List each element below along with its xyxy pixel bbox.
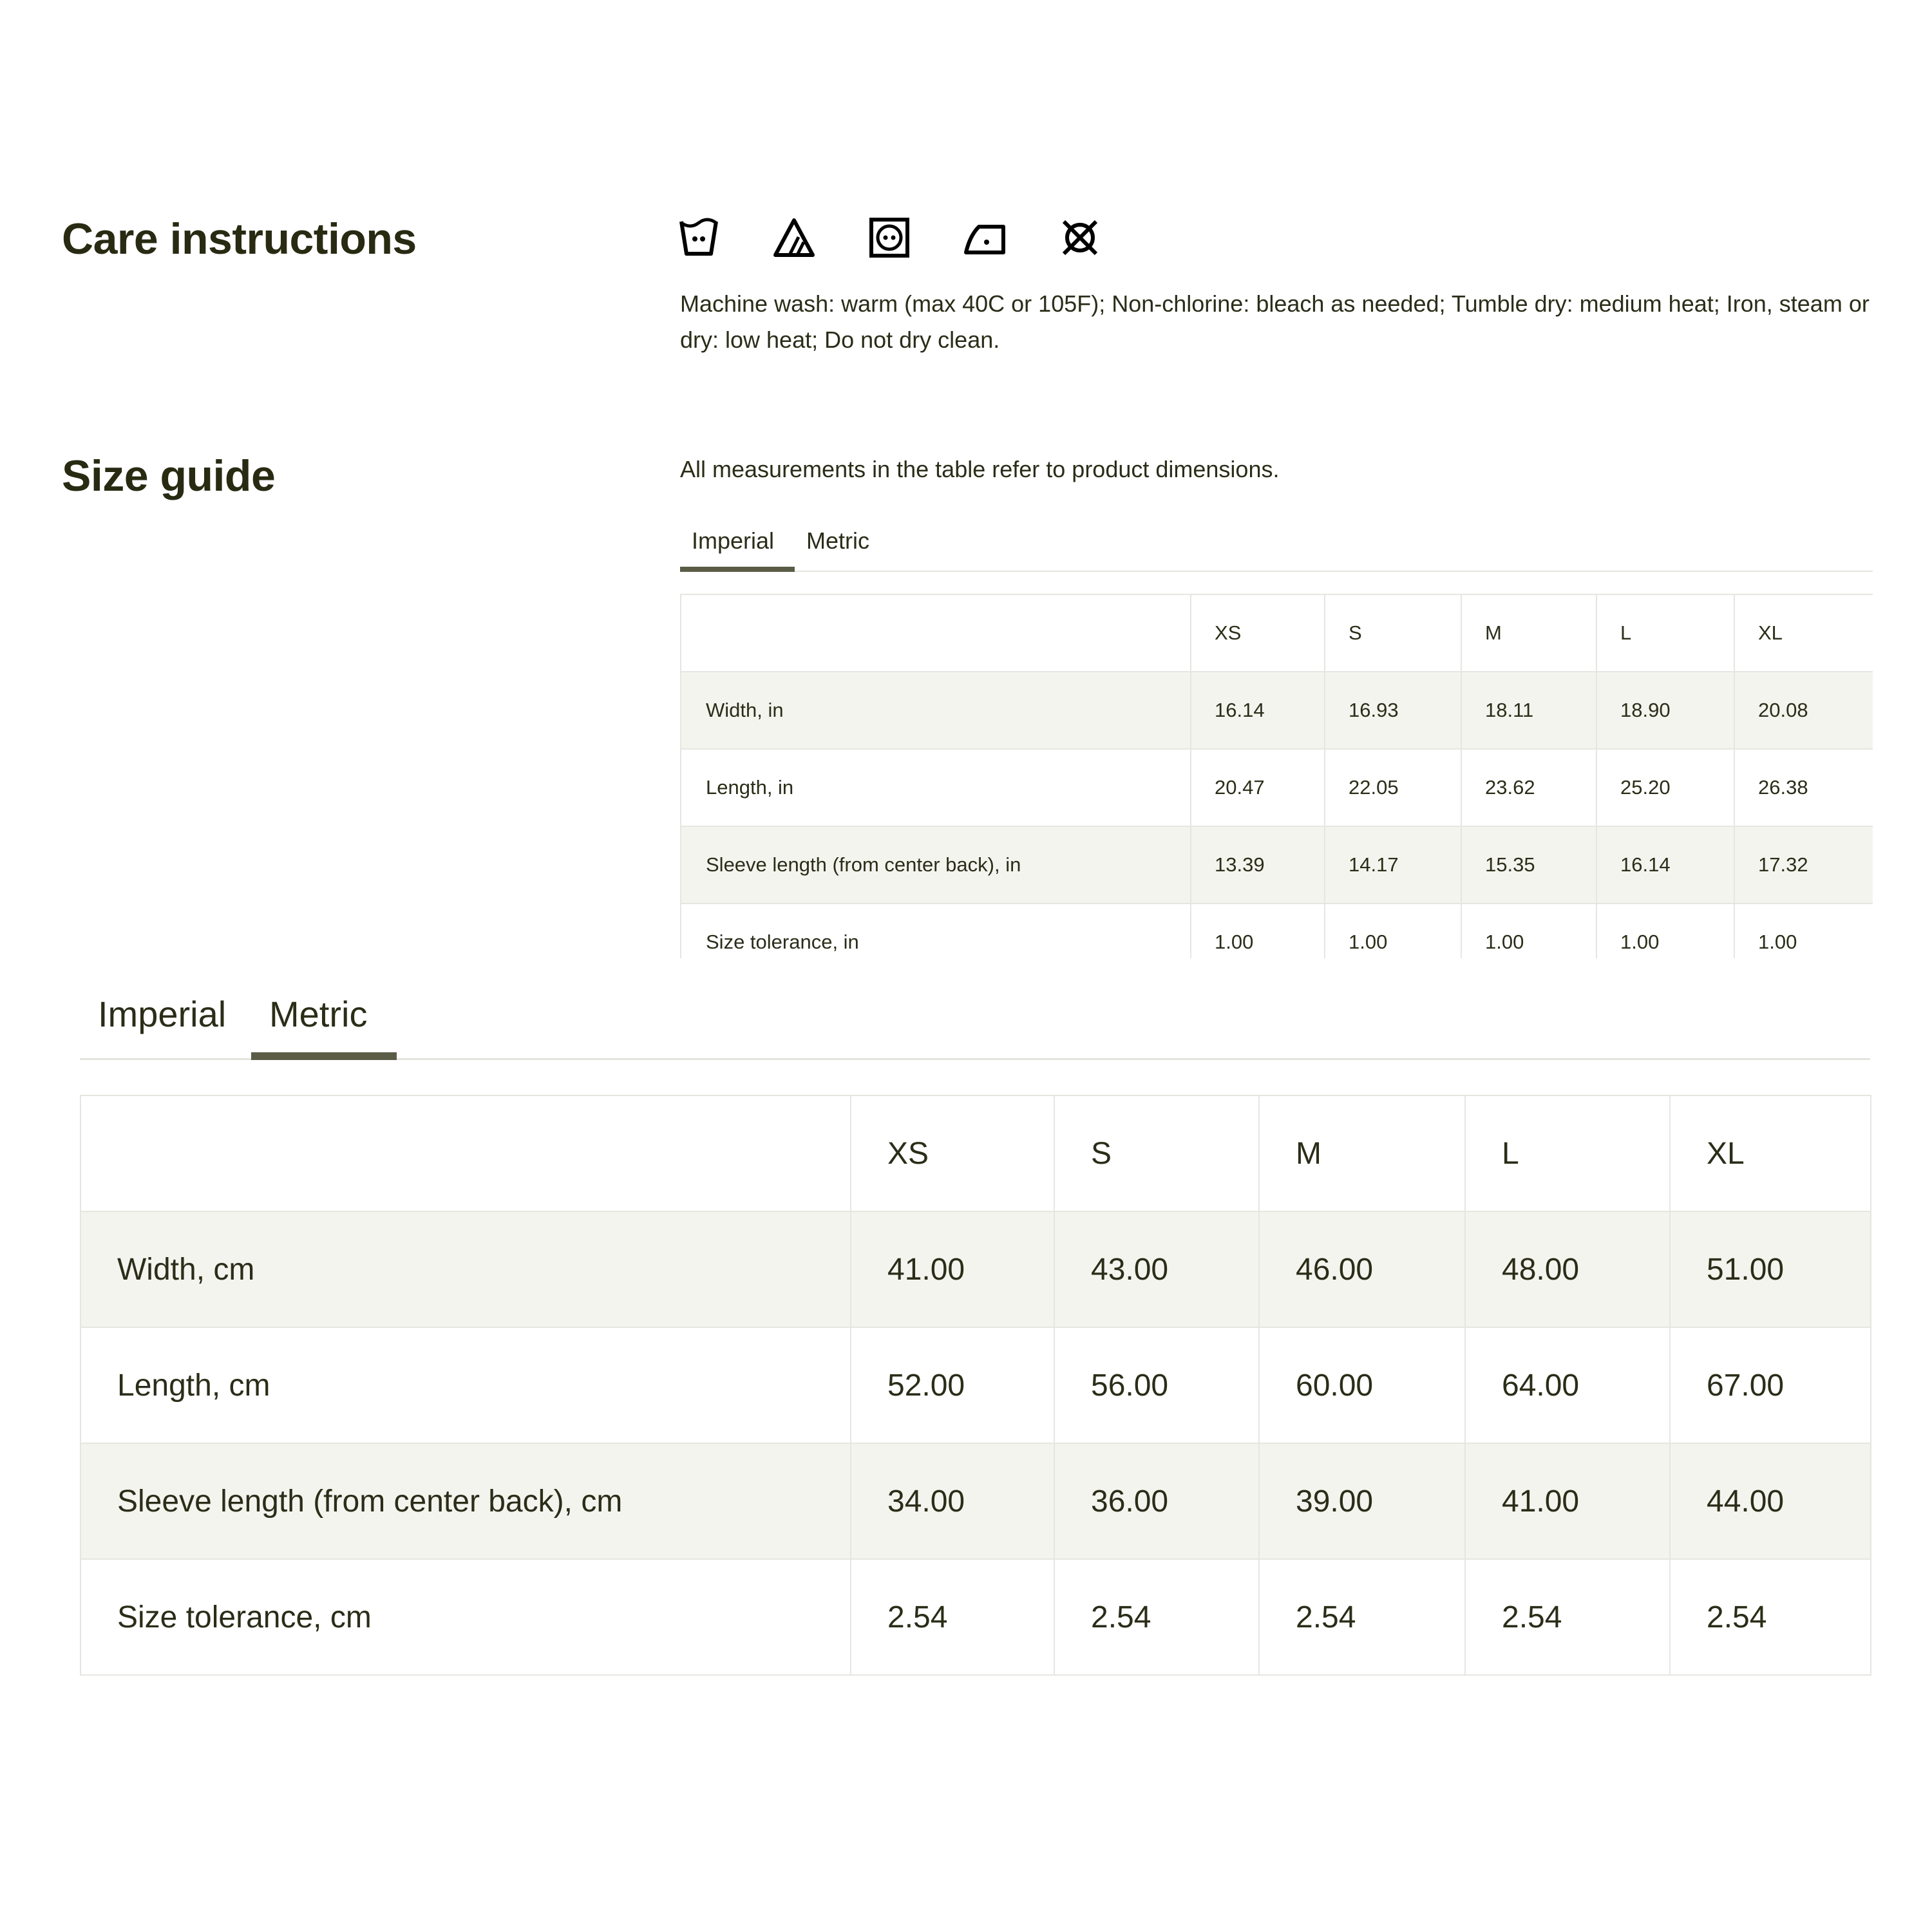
table-cell: 51.00	[1670, 1211, 1871, 1327]
iron-low-heat-icon	[963, 216, 1006, 259]
table-cell: 52.00	[851, 1327, 1054, 1443]
table-cell: 13.39	[1191, 826, 1325, 904]
table-row	[681, 826, 1873, 904]
tab-metric[interactable]: Metric	[806, 527, 869, 554]
table-cell: 64.00	[1465, 1327, 1670, 1443]
table-cell: 16.14	[1191, 672, 1325, 749]
care-instructions-title: Care instructions	[62, 214, 417, 263]
table-cell: 18.11	[1461, 672, 1596, 749]
table-cell: 25.20	[1596, 749, 1734, 826]
size-guide-title: Size guide	[62, 451, 276, 500]
table-row	[681, 904, 1873, 958]
row-label: Size tolerance, cm	[80, 1559, 851, 1675]
tab-metric-large[interactable]: Metric	[251, 985, 397, 1060]
imperial-size-table-container[interactable]	[680, 594, 1873, 958]
row-label: Sleeve length (from center back), in	[681, 826, 1191, 904]
table-row	[80, 1559, 1871, 1675]
machine-wash-warm-icon	[677, 216, 720, 259]
size-header: XL	[1734, 594, 1873, 672]
size-header: S	[1325, 594, 1461, 672]
table-row	[681, 749, 1873, 826]
size-header: M	[1259, 1095, 1465, 1211]
table-row	[80, 1211, 1871, 1327]
table-cell: 1.00	[1191, 904, 1325, 958]
table-cell: 20.47	[1191, 749, 1325, 826]
table-cell: 2.54	[851, 1559, 1054, 1675]
metric-size-table	[80, 1095, 1871, 1676]
table-cell: 20.08	[1734, 672, 1873, 749]
table-cell: 2.54	[1054, 1559, 1259, 1675]
table-cell: 67.00	[1670, 1327, 1871, 1443]
table-cell: 16.14	[1596, 826, 1734, 904]
table-cell: 2.54	[1259, 1559, 1465, 1675]
imperial-size-table	[680, 594, 1873, 958]
table-cell: 17.32	[1734, 826, 1873, 904]
table-cell: 48.00	[1465, 1211, 1670, 1327]
header-empty-cell	[80, 1095, 851, 1211]
table-cell: 1.00	[1325, 904, 1461, 958]
table-header-row	[681, 594, 1873, 672]
size-unit-tabs-small	[680, 523, 1873, 572]
row-label: Width, cm	[80, 1211, 851, 1327]
size-unit-tabs-large	[80, 985, 1870, 1060]
table-cell: 46.00	[1259, 1211, 1465, 1327]
table-row	[80, 1327, 1871, 1443]
size-header: L	[1465, 1095, 1670, 1211]
table-cell: 1.00	[1596, 904, 1734, 958]
tab-imperial-large[interactable]: Imperial	[98, 994, 227, 1034]
table-cell: 1.00	[1461, 904, 1596, 958]
table-cell: 2.54	[1670, 1559, 1871, 1675]
table-cell: 22.05	[1325, 749, 1461, 826]
row-label: Length, cm	[80, 1327, 851, 1443]
table-cell: 16.93	[1325, 672, 1461, 749]
care-icons	[677, 216, 1101, 259]
table-cell: 39.00	[1259, 1443, 1465, 1559]
row-label: Width, in	[681, 672, 1191, 749]
tumble-dry-medium-icon	[868, 216, 911, 259]
table-row	[80, 1443, 1871, 1559]
size-header: XS	[1191, 594, 1325, 672]
table-cell: 1.00	[1734, 904, 1873, 958]
table-header-row	[80, 1095, 1871, 1211]
tab-imperial[interactable]: Imperial	[680, 523, 795, 572]
table-cell: 15.35	[1461, 826, 1596, 904]
table-cell: 56.00	[1054, 1327, 1259, 1443]
size-header: XL	[1670, 1095, 1871, 1211]
size-header: S	[1054, 1095, 1259, 1211]
table-cell: 41.00	[1465, 1443, 1670, 1559]
do-not-dry-clean-icon	[1059, 216, 1101, 259]
table-cell: 43.00	[1054, 1211, 1259, 1327]
table-cell: 23.62	[1461, 749, 1596, 826]
table-cell: 2.54	[1465, 1559, 1670, 1675]
size-guide-note: All measurements in the table refer to product dimensions.	[680, 456, 1280, 482]
table-cell: 26.38	[1734, 749, 1873, 826]
table-row	[681, 672, 1873, 749]
row-label: Size tolerance, in	[681, 904, 1191, 958]
table-cell: 36.00	[1054, 1443, 1259, 1559]
table-cell: 44.00	[1670, 1443, 1871, 1559]
non-chlorine-bleach-icon	[773, 216, 815, 259]
row-label: Length, in	[681, 749, 1191, 826]
header-empty-cell	[681, 594, 1191, 672]
size-header: XS	[851, 1095, 1054, 1211]
table-cell: 34.00	[851, 1443, 1054, 1559]
size-header: M	[1461, 594, 1596, 672]
table-cell: 18.90	[1596, 672, 1734, 749]
care-instructions-text: Machine wash: warm (max 40C or 105F); Non-chlorine: bleach as needed; Tumble dry: medium heat; Iron, steam or dry: low heat; Do not dry clean.	[680, 290, 1870, 353]
table-cell: 14.17	[1325, 826, 1461, 904]
metric-size-table-container	[80, 1095, 1870, 1676]
size-header: L	[1596, 594, 1734, 672]
table-cell: 60.00	[1259, 1327, 1465, 1443]
table-cell: 41.00	[851, 1211, 1054, 1327]
row-label: Sleeve length (from center back), cm	[80, 1443, 851, 1559]
